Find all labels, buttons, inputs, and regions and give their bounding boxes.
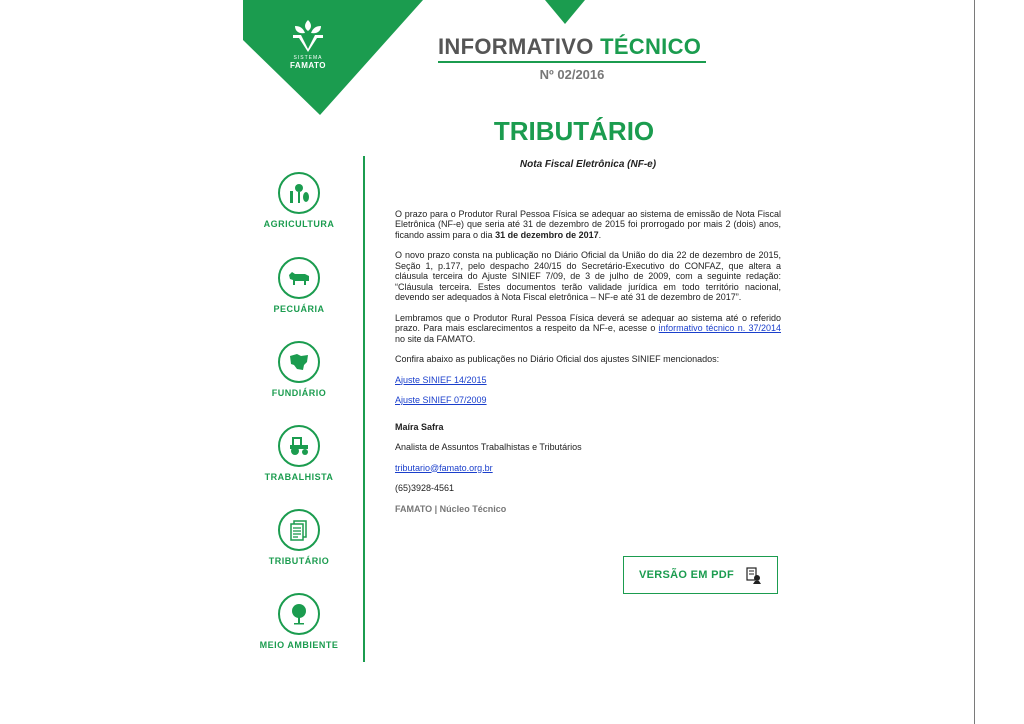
author-role: Analista de Assuntos Trabalhistas e Tributários — [395, 442, 582, 452]
land-map-icon — [278, 341, 320, 383]
sidebar-divider — [363, 156, 365, 662]
tree-icon — [278, 593, 320, 635]
sidebar-item-label: MEIO AMBIENTE — [259, 640, 339, 650]
link-paragraph-1 — [395, 375, 781, 386]
logo-subtitle: SISTEMA — [293, 55, 323, 61]
bulletin-title — [438, 34, 706, 60]
sidebar-item-agricultura[interactable] — [258, 172, 340, 229]
sidebar-item-pecuaria[interactable] — [258, 257, 340, 314]
signature-block — [395, 422, 781, 515]
paragraph-text: no site da FAMATO. — [395, 333, 476, 344]
sidebar-item-fundiario[interactable] — [258, 341, 340, 398]
sidebar-item-label: AGRICULTURA — [263, 219, 335, 229]
paragraph-text: . — [598, 229, 602, 240]
famato-logo — [282, 18, 334, 70]
author-email-link[interactable]: tributario@famato.org.br — [395, 462, 493, 473]
sidebar-item-label: FUNDIÁRIO — [271, 388, 327, 398]
paragraph-text: Lembramos que o Produtor Rural Pessoa Física deverá se adequar ao sistema até o referido prazo. Para mais esclarecimentos a respeito da NF-e, acesse o — [395, 312, 781, 333]
famato-leaf-icon — [289, 18, 327, 52]
logo-name: FAMATO — [289, 61, 327, 70]
header-notch — [545, 0, 585, 24]
agriculture-icon — [278, 172, 320, 214]
link-paragraph-2 — [395, 395, 781, 406]
article-subject: Nota Fiscal Eletrônica (NF-e) — [519, 159, 657, 170]
sidebar-item-label: PECUÁRIA — [273, 304, 325, 314]
author-name-text: Maíra Safra — [395, 421, 444, 432]
sidebar-item-label: TRABALHISTA — [264, 472, 334, 482]
title-prefix: INFORMATIVO — [438, 34, 594, 59]
ajuste-14-2015-link[interactable]: Ajuste SINIEF 14/2015 — [395, 374, 487, 385]
document-icon — [278, 509, 320, 551]
title-accent: TÉCNICO — [600, 34, 702, 59]
sidebar-item-label: TRIBUTÁRIO — [268, 556, 330, 566]
section-title: TRIBUTÁRIO — [493, 116, 655, 146]
paragraph-text: O prazo para o Produtor Rural Pessoa Física se adequar ao sistema de emissão de Nota Fiscal Eletrônica (NF-e) que seria até 31 de dezembro de 2015 foi prorrogado por mais 2 (dois) anos, ficando assim para o dia — [395, 208, 781, 240]
sidebar-item-tributario[interactable] — [258, 509, 340, 566]
ajuste-07-2009-link[interactable]: Ajuste SINIEF 07/2009 — [395, 395, 487, 405]
sidebar-item-meio-ambiente[interactable] — [258, 593, 340, 650]
paragraph-4: Confira abaixo as publicações no Diário Oficial dos ajustes SINIEF mencionados: — [395, 354, 720, 364]
deadline-date: 31 de dezembro de 2017 — [495, 229, 599, 240]
article-body — [395, 160, 781, 524]
paragraph-3 — [395, 313, 781, 345]
pdf-reader-icon — [744, 566, 762, 584]
author-phone: (65)3928-4561 — [395, 483, 455, 493]
cattle-icon — [278, 257, 320, 299]
title-underline — [438, 61, 706, 63]
bulletin-number: Nº 02/2016 — [539, 67, 605, 82]
author-email-line — [395, 463, 781, 474]
pdf-button-label: VERSÃO EM PDF — [639, 569, 734, 581]
pdf-version-button[interactable] — [623, 556, 778, 594]
page-right-border — [974, 0, 975, 724]
author-name — [395, 422, 781, 433]
footer-note: FAMATO | Núcleo Técnico — [395, 503, 507, 514]
informativo-link[interactable]: informativo técnico n. 37/2014 — [658, 323, 781, 333]
paragraph-1 — [395, 209, 781, 241]
bulletin-header — [438, 34, 706, 82]
paragraph-2: O novo prazo consta na publicação no Diário Oficial da União do dia 22 de dezembro de 2015, Seção 1, p.177, pelo despacho 240/15 do Secretário-Executivo do CONFAZ, que altera a cláusula terceira do Ajuste SINIEF 7/09, de 3 de julho de 2009, com a seguinte redação: “Cláusula terceira. Estes documentos terão validade jurídica em todo território nacional, devendo ser adequados à Nota Fiscal eletrônica – NF-e até 31 de dezembro de 2017”. — [395, 250, 781, 302]
sidebar-item-trabalhista[interactable] — [258, 425, 340, 482]
tractor-icon — [278, 425, 320, 467]
